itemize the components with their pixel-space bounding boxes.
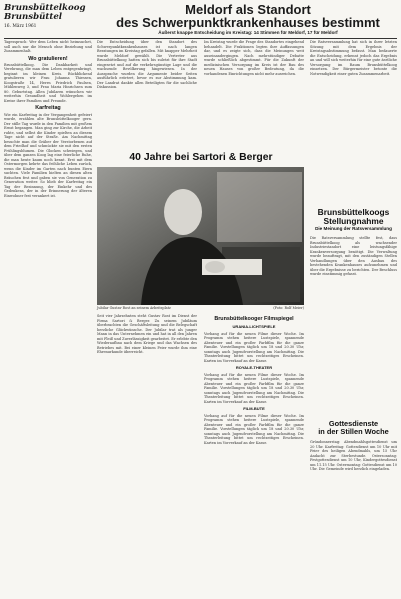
article-text: Brunsbüttelkoog. Die Dankbarkeit und Verehrung, die man dem Leben entgegenbringt, beginnt im kleinen Kreis. Rückblickend gratulieren wir Frau Johanna Thiessen, Koogstraße 14, Herrn Friedrich Paulsen, Mühlenweg 3, und Frau Maria Hinrichsen zum 80. Geburtstag. Allen Jubilaren wünschen wir weiterhin Gesundheit und Wohlergehen im Kreise ihrer Familien und Freunde. — [4, 62, 92, 103]
film-column — [204, 314, 304, 596]
jubilar-photo — [97, 167, 304, 305]
lead-article-col1 — [97, 40, 197, 150]
right-heading-line2: Stellungnahme — [323, 216, 384, 226]
lead-headline-line1: Meldorf als Standort — [185, 2, 311, 17]
article-text: Im Kreistag wurde die Frage des Standortes eingehend behandelt. Die Fraktionen legten ihre Auffassungen dar, und es zeigte sich, dass die Meinungen weit auseinandergingen. Nach mehrstündiger Debatte wurde schließlich abgestimmt. Für die Zukunft der medizinischen Versorgung im Kreis ist der Bau des neuen Hauses von großer Bedeutung, da die vorhandenen Einrichtungen nicht mehr ausreichen. — [204, 40, 304, 76]
caption-credit: (Foto: Rolf Meier) — [273, 306, 304, 310]
gottesdienste-line2: in der Stillen Woche — [318, 427, 389, 436]
lead-headline — [100, 3, 396, 29]
article-text: Seit vier Jahrzehnten steht Gustav Rost im Dienst der Firma Sartori & Berger. Zu seinem Jubiläum überbrachten die Geschäftsleitung und die Belegschaft herzliche Glückwünsche. Der Jubilar trat als junger Mann in das Unternehmen ein und hat in all den Jahren mit Fleiß und Zuverlässigkeit gearbeitet. Er erlebte den Wiederaufbau nach dem Kriege und das Wachsen des Betriebes mit. Bei einer kleinen Feier wurde ihm eine Ehrenurkunde überreicht. — [97, 314, 197, 354]
right-column-mid — [310, 236, 397, 416]
right-heading-stellungnahme — [310, 208, 397, 232]
section-heading-gratulieren: Wo gratulieren! — [28, 55, 68, 62]
photo-caption — [97, 306, 304, 310]
right-heading-sub: Die Meinung der Ratsversammlung — [315, 226, 392, 231]
lead-headline-line2: des Schwerpunktkrankenhauses bestimmt — [116, 15, 380, 30]
masthead-title-line1: Brunsbüttelkoog — [4, 3, 86, 13]
article-text: Gründonnerstag: Abendmahlsgottesdienst um 20 Uhr. Karfreitag: Gottesdienst um 10 Uhr mit Feier des heiligen Abendmahls, um 15 Uhr Andacht zur Sterbestunde. Ostersonntag: Festgottesdienst um 10 Uhr, Kindergottesdienst um 11.15 Uhr. Ostermontag: Gottesdienst um 10 Uhr. Die Gemeinde wird herzlich eingeladen. — [310, 440, 397, 471]
gottesdienste-line1: Gottesdienste — [328, 419, 379, 428]
right-heading-gottesdienste — [310, 420, 397, 436]
tagesspruch: Tagesspruch: Wer dem Leben nicht heimsuchet, soll auch nur die Mensch ohne Beziehung und Zusammenhalt. — [4, 40, 92, 53]
lead-article-col2 — [204, 40, 304, 150]
article-text: Wie ein Karfreitag in der Vergangenheit gefeiert wurde, erzählen alte Brunsbüttelkooger gern. Der stille Tag wurde in den Familien mit großem Ernst begangen. Man ging zur Kirche, die Arbeit ruhte, und selbst die Kinder spielten an diesem Tage nicht auf der Straße. Am Nachmittag besuchte man die Gräber der Verstorbenen auf dem Friedhof und schmückte sie mit den ersten Frühlingsblumen. Die Glocken schwiegen, und über dem ganzen Koog lag eine feierliche Ruhe, die man heute kaum noch kennt. Erst mit dem Ostermorgen kehrte das fröhliche Leben zurück, wenn die Kinder im Garten nach bunten Eiern suchten. Viele Familien hielten an diesen alten Bräuchen fest und gaben sie von Generation zu Generation weiter. So blieb der Karfreitag ein Tag der Besinnung, der Einkehr und des Gedenkens, der in der Erinnerung der älteren Einwohner fest verankert ist. — [4, 112, 92, 198]
section-heading-karfreitag: Karfreitag — [35, 105, 61, 112]
feature-title: 40 Jahre bei Sartori & Berger — [129, 152, 273, 163]
masthead — [4, 4, 86, 29]
cinema-heading-1: URANIA-LICHTSPIELE — [232, 324, 276, 330]
film-text: Vorhang auf für die neuen Filme dieser Woche. Im Programm stehen heitere Lustspiele, spannende Abenteuer und ein großer Farbfilm für die ganze Familie. Vorstellungen täglich um 18 und 20.30 Uhr, sonntags auch Jugendvorstellung am Nachmittag. Die Theaterleitung bittet um rechtzeitiges Erscheinen. Karten im Vorverkauf an der Kasse. — [204, 372, 304, 404]
headline-rule — [4, 38, 397, 39]
right-column-bottom — [310, 440, 397, 596]
masthead-date: 16. März 1961 — [4, 24, 37, 29]
left-column — [4, 40, 92, 596]
article-text: Die Ratsversammlung hat sich in ihrer letzten Sitzung mit dem Ergebnis der Kreistagsabstimmung befasst. Man bedauerte die Entscheidung, erkennt jedoch das Ergebnis an und will sich weiterhin für eine gute ärztliche Versorgung im Raum Brunsbüttelkoog einsetzen. Der Bürgermeister betonte die Notwendigkeit einer guten Zusammenarbeit. — [310, 40, 397, 76]
masthead-title-line2: Brunsbüttel — [4, 12, 63, 22]
cinema-heading-3: FILM-BUTE — [243, 406, 265, 412]
film-text: Vorhang auf für die neuen Filme dieser Woche. Im Programm stehen heitere Lustspiele, spannende Abenteuer und ein großer Farbfilm für die ganze Familie. Vorstellungen täglich um 18 und 20.30 Uhr, sonntags auch Jugendvorstellung am Nachmittag. Die Theaterleitung bittet um rechtzeitiges Erscheinen. Karten im Vorverkauf an der Kasse. — [204, 413, 304, 445]
right-heading-line1: Brunsbüttelkoogs — [317, 207, 390, 217]
article-text: Die Entscheidung über den Standort des Schwerpunktkrankenhauses ist nach langen Beratungen im Kreistag gefallen. Mit knapper Mehrheit wurde Meldorf gewählt. Die Vertreter aus Brunsbüttelkoog hatten sich bis zuletzt für ihre Stadt eingesetzt und auf die verkehrsgünstige Lage und die wachsende Bevölkerung hingewiesen. In der Aussprache wurden die Argumente beider Seiten ausführlich erörtert, bevor es zur Abstimmung kam. Der Landrat dankte allen Beteiligten für die sachliche Diskussion. — [97, 40, 197, 89]
feature-article — [97, 314, 197, 596]
lead-subheadline: Äußerst knappe Entscheidung im Kreistag: 14 Stimmen für Meldorf, 17 für Meldorf — [158, 30, 338, 35]
article-text: Die Ratsversammlung stellte fest, dass Brunsbüttelkoog als wachsender Industriestandort eine leistungsfähige Krankenversorgung benötigt. Die Verwaltung wurde beauftragt, mit den zuständigen Stellen Verhandlungen über den Ausbau des bestehenden Krankenhauses aufzunehmen und über die Ergebnisse zu berichten. Der Beschluss wurde einstimmig gefasst. — [310, 236, 397, 276]
film-text: Vorhang auf für die neuen Filme dieser Woche. Im Programm stehen heitere Lustspiele, spannende Abenteuer und ein großer Farbfilm für die ganze Familie. Vorstellungen täglich um 18 und 20.30 Uhr, sonntags auch Jugendvorstellung am Nachmittag. Die Theaterleitung bittet um rechtzeitiges Erscheinen. Karten im Vorverkauf an der Kasse. — [204, 331, 304, 363]
cinema-heading-2: ROYALE-THEATER — [235, 365, 273, 371]
right-column-top — [310, 40, 397, 205]
caption-text: Jubilar Gustav Rost an seinem Arbeitsplatz — [97, 306, 171, 310]
film-heading: Brunsbüttelkooger Filmspiegel — [214, 316, 294, 322]
